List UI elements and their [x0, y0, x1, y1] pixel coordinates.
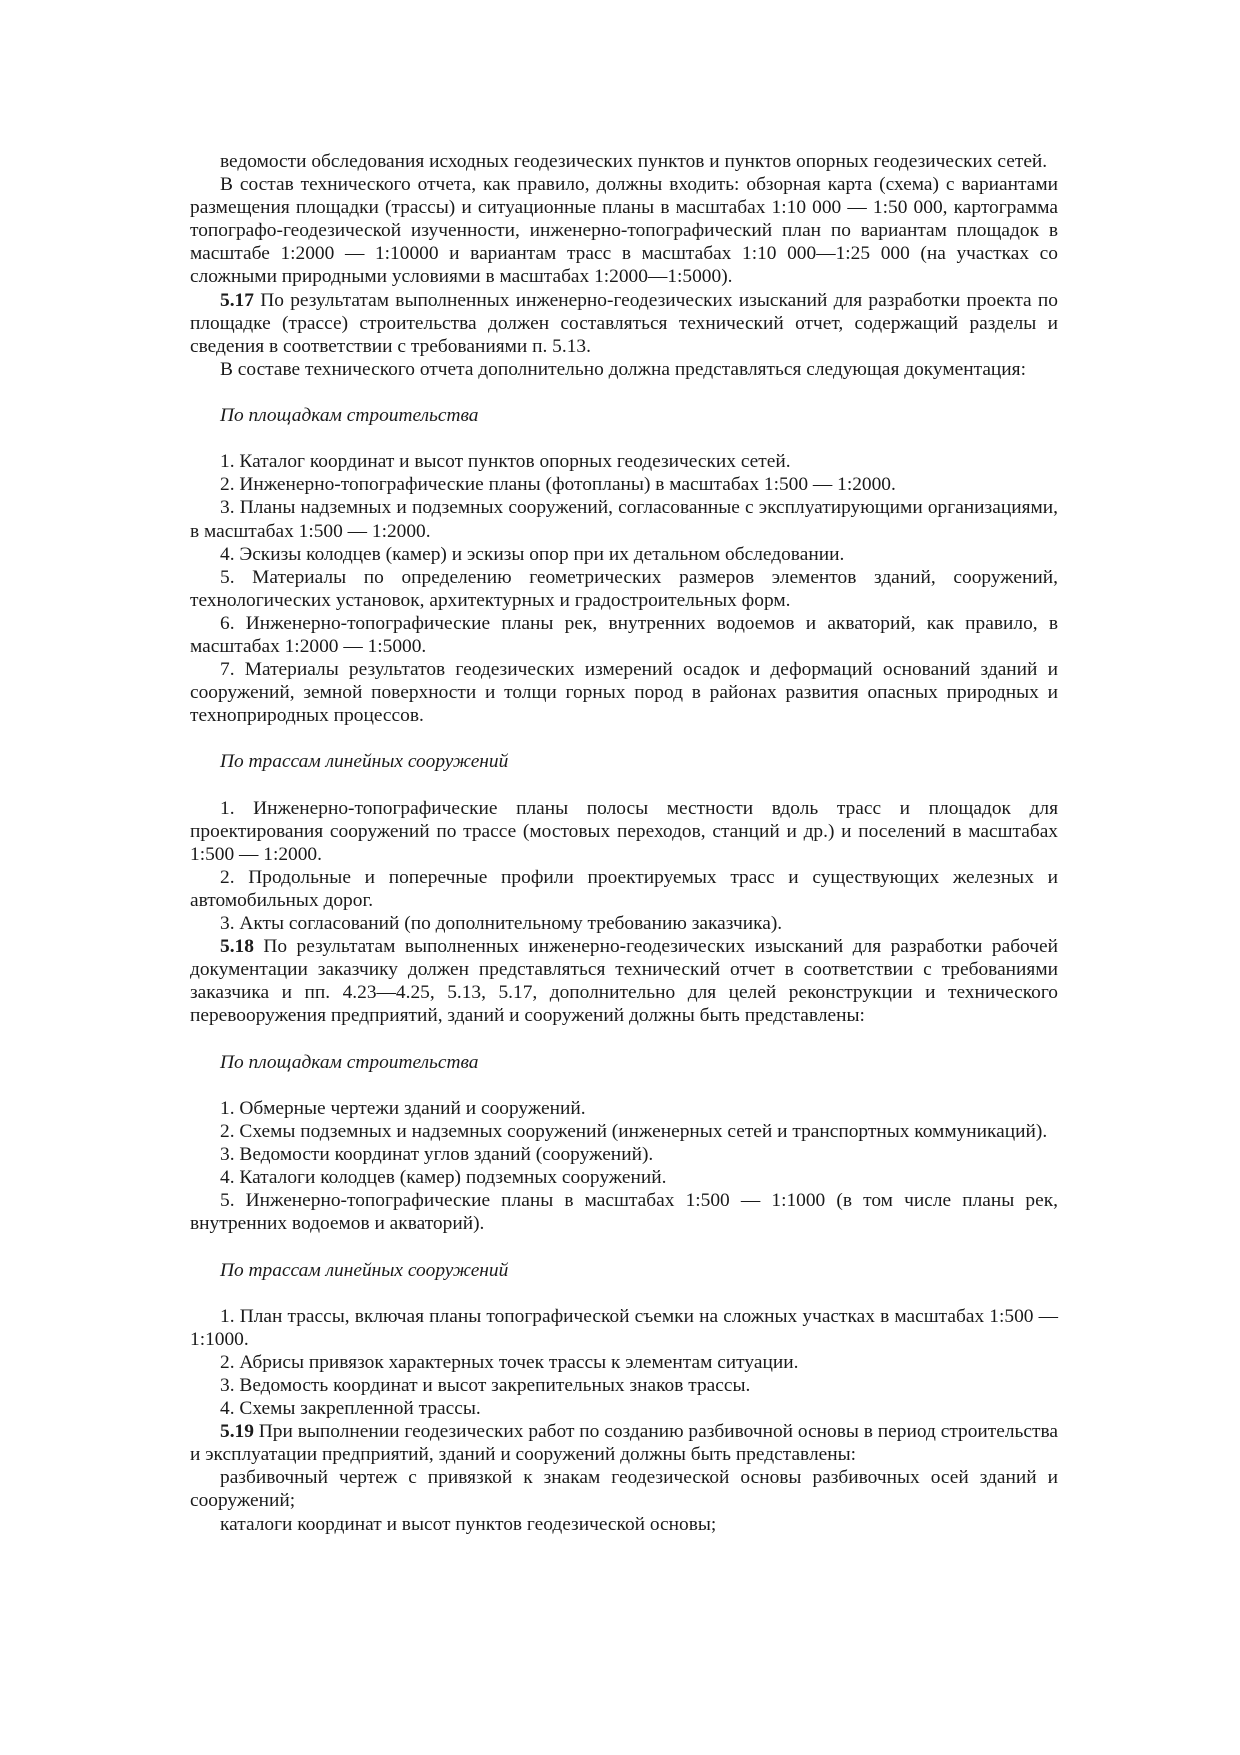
blank-line: [190, 1074, 1058, 1097]
clause-paragraph: [190, 935, 1058, 1027]
clause-paragraph: [190, 289, 1058, 358]
body-paragraph: 5. Инженерно-топографические планы в масштабах 1:500 — 1:1000 (в том числе планы рек, внутренних водоемов и акваторий).: [190, 1190, 1058, 1235]
body-paragraph: 2. Продольные и поперечные профили проектируемых трасс и существующих железных и автомобильных дорог.: [190, 866, 1058, 911]
body-paragraph: 4. Эскизы колодцев (камер) и эскизы опор при их детальном обследовании.: [220, 543, 845, 565]
body-paragraph: каталоги координат и высот пунктов геодезической основы;: [220, 1513, 717, 1535]
body-paragraph: 1. План трассы, включая планы топографической съемки на сложных участках в масштабах 1:500 — 1:1000.: [190, 1305, 1058, 1350]
body-paragraph: 4. Каталоги колодцев (камер) подземных сооружений.: [220, 1167, 667, 1189]
body-paragraph: 5. Материалы по определению геометрических размеров элементов зданий, сооружений, технологических установок, архитектурных и градостроительных форм.: [190, 566, 1058, 611]
body-paragraph: 1. Инженерно-топографические планы полосы местности вдоль трасс и площадок для проектирования сооружений по трассе (мостовых переходов, станций и др.) и поселений в масштабах 1:500 — 1:2000.: [190, 797, 1058, 865]
body-paragraph: В состав технического отчета, как правило, должны входить: обзорная карта (схема) с вариантами размещения площадки (трассы) и ситуационные планы в масштабах 1:10 000 — 1:50 000, картограмма топографо-геодезической изученности, инженерно-топографический план по вариантам площадок в масштабе 1:2000 — 1:10000 и вариантам трасс в масштабах 1:10 000—1:25 000 (на участках со сложными природными условиями в масштабах 1:2000—1:5000).: [190, 174, 1058, 288]
body-paragraph: 1. Обмерные чертежи зданий и сооружений.: [220, 1097, 586, 1119]
section-subheading: По трассам линейных сооружений: [220, 751, 509, 773]
clause-number: 5.18: [220, 936, 254, 958]
section-subheading: По площадкам строительства: [220, 405, 479, 427]
body-paragraph: 4. Схемы закрепленной трассы.: [220, 1398, 481, 1420]
blank-line: [190, 1028, 1058, 1051]
body-paragraph: 2. Абрисы привязок характерных точек трассы к элементам ситуации.: [220, 1351, 799, 1373]
body-paragraph: 6. Инженерно-топографические планы рек, внутренних водоемов и акваторий, как правило, в масштабах 1:2000 — 1:5000.: [190, 612, 1058, 657]
clause-text: По результатам выполненных инженерно-геодезических изысканий для разработки рабочей документации заказчику должен представляться технический отчет в соответствии с требованиями заказчика и пп. 4.23—4.25, 5.13, 5.17, дополнительно для целей реконструкции и технического перевооружения предприятий, зданий и сооружений должны быть представлены:: [190, 936, 1058, 1027]
clause-text: По результатам выполненных инженерно-геодезических изысканий для разработки проекта по площадке (трассе) строительства должен составляться технический отчет, содержащий разделы и сведения в соответствии с требованиями п. 5.13.: [190, 289, 1058, 357]
body-paragraph: ведомости обследования исходных геодезических пунктов и пунктов опорных геодезических сетей.: [220, 151, 1048, 172]
clause-number: 5.17: [220, 289, 254, 311]
blank-line: [190, 381, 1058, 404]
body-paragraph: В составе технического отчета дополнительно должна представляться следующая документация:: [220, 358, 1026, 380]
body-paragraph: 3. Планы надземных и подземных сооружений, согласованные с эксплуатирующими организациями, в масштабах 1:500 — 1:2000.: [190, 497, 1058, 542]
body-paragraph: 2. Инженерно-топографические планы (фотопланы) в масштабах 1:500 — 1:2000.: [220, 474, 896, 496]
body-paragraph: 3. Акты согласований (по дополнительному требованию заказчика).: [220, 913, 783, 935]
body-paragraph: разбивочный чертеж с привязкой к знакам геодезической основы разбивочных осей зданий и сооружений;: [190, 1467, 1058, 1512]
document-page: [190, 150, 1058, 1536]
body-paragraph: 3. Ведомость координат и высот закрепительных знаков трассы.: [220, 1374, 751, 1396]
clause-number: 5.19: [220, 1421, 254, 1443]
clause-text: При выполнении геодезических работ по созданию разбивочной основы в период строительства и эксплуатации предприятий, зданий и сооружений должны быть представлены:: [190, 1421, 1058, 1466]
blank-line: [190, 774, 1058, 797]
blank-line: [190, 1235, 1058, 1258]
body-paragraph: 2. Схемы подземных и надземных сооружений (инженерных сетей и транспортных коммуникаций).: [220, 1120, 1048, 1142]
section-subheading: По площадкам строительства: [220, 1051, 479, 1073]
clause-paragraph: [190, 1420, 1058, 1466]
body-paragraph: 1. Каталог координат и высот пунктов опорных геодезических сетей.: [220, 451, 791, 473]
section-subheading: По трассам линейных сооружений: [220, 1259, 509, 1281]
blank-line: [190, 1282, 1058, 1305]
body-paragraph: 3. Ведомости координат углов зданий (сооружений).: [220, 1144, 654, 1166]
blank-line: [190, 727, 1058, 750]
blank-line: [190, 427, 1058, 450]
body-paragraph: 7. Материалы результатов геодезических измерений осадок и деформаций оснований зданий и сооружений, земной поверхности и толщи горных пород в районах развития опасных природных и техноприродных процессов.: [190, 659, 1058, 727]
